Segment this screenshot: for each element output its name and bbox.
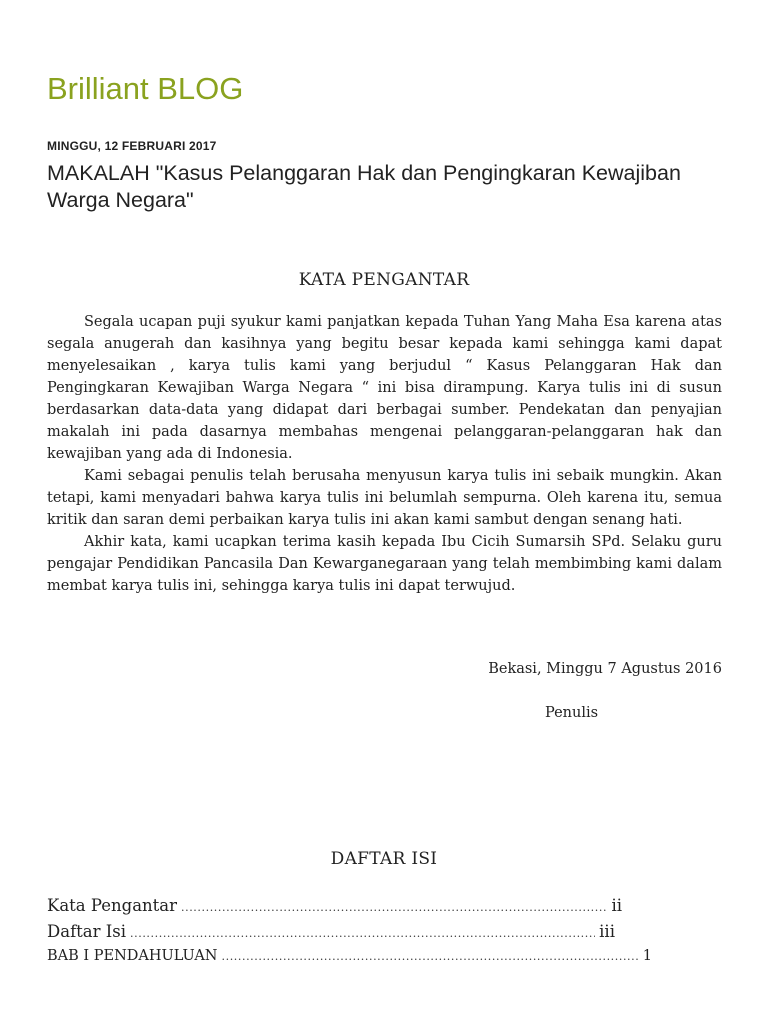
blog-title[interactable]: Brilliant BLOG [47,71,244,106]
kata-pengantar-heading: KATA PENGANTAR [298,270,470,290]
place-date: Bekasi, Minggu 7 Agustus 2016 [488,661,722,677]
post-title[interactable]: MAKALAH "Kasus Pelanggaran Hak dan Pengingkaran Kewajiban Warga Negara" [47,161,681,212]
toc-entry-page: 1 [642,948,652,964]
daftar-isi-heading: DAFTAR ISI [330,849,438,869]
toc-leader-dots [181,901,607,914]
toc-entry [47,948,652,964]
paragraph: Akhir kata, kami ucapkan terima kasih kepada Ibu Cicih Sumarsih SPd. Selaku guru pengajar Pendidikan Pancasila Dan Kewarganegaraan yang telah membimbing kami dalam membat karya tulis ini, sehingga karya tulis ini dapat terwujud. [47,534,722,594]
toc-entry [47,896,622,915]
post-date: MINGGU, 12 FEBRUARI 2017 [47,139,217,153]
kata-pengantar-body [47,311,722,597]
toc-entry-label: Daftar Isi [47,922,127,941]
toc-entry-label: BAB I PENDAHULUAN [47,948,218,964]
paragraph: Kami sebagai penulis telah berusaha menyusun karya tulis ini sebaik mungkin. Akan tetapi, kami menyadari bahwa karya tulis ini belumlah sempurna. Oleh karena itu, semua kritik dan saran demi perbaikan karya tulis ini akan kami sambut dengan senang hati. [47,468,722,528]
toc-entry-page: ii [611,896,622,915]
paragraph: Segala ucapan puji syukur kami panjatkan kepada Tuhan Yang Maha Esa karena atas segala anugerah dan kasihnya yang begitu besar kepada kami sehingga kami dapat menyelesaikan , karya tulis kami yang berjudul “ Kasus Pelanggaran Hak dan Pengingkaran Kewajiban Warga Negara “ ini bisa dirampung. Karya tulis ini di susun berdasarkan data-data yang didapat dari berbagai sumber. Pendekatan dan penyajian makalah ini pada dasarnya membahas mengenai pelanggaran-pelanggaran hak dan kewajiban yang ada di Indonesia. [47,314,722,462]
toc-leader-dots [222,950,639,963]
toc-entry-label: Kata Pengantar [47,896,178,915]
signature: Penulis [545,705,599,721]
toc-entry [47,922,615,941]
toc-entry-page: iii [599,922,615,941]
toc-leader-dots [130,927,595,940]
